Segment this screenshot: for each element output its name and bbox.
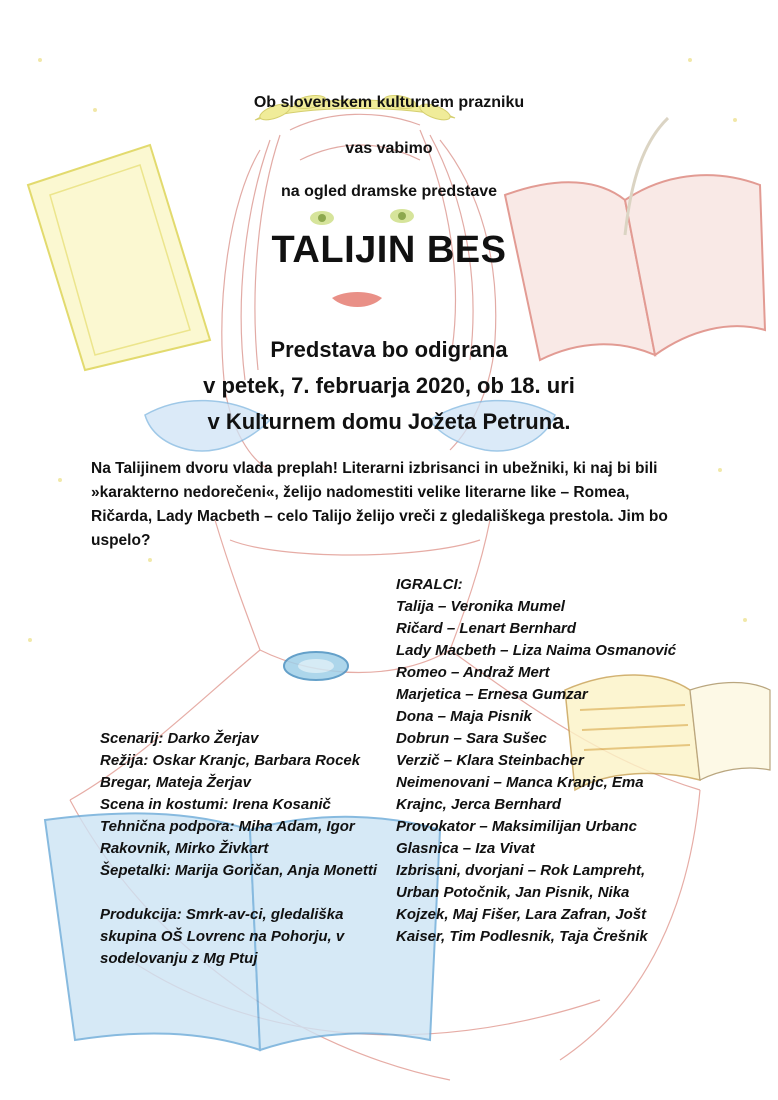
- crew-item: Šepetalki: Marija Goričan, Anja Monetti: [100, 862, 378, 879]
- intro-line-2: vas vabimo: [345, 140, 433, 157]
- cast-item: Neimenovani – Manca Kranjc, Ema Krajnc, Jerca Bernhard: [396, 774, 644, 813]
- cast-item: Lady Macbeth – Liza Naima Osmanović: [396, 642, 677, 659]
- cast-item: Provokator – Maksimilijan Urbanc: [396, 818, 637, 835]
- crew-item: Scenarij: Darko Žerjav: [100, 730, 259, 747]
- cast-item: Dobrun – Sara Sušec: [396, 730, 547, 747]
- play-description: Na Talijinem dvoru vlada preplah! Literarni izbrisanci in ubežniki, ki naj bi bili »karakterno nedorečeni«, želijo nadomestiti velike literarne like – Romea, Ričarda, Lady Macbeth – celo Talijo želijo vreči z gledališkega prestola. Jim bo uspelo?: [91, 460, 668, 549]
- crew-item: Režija: Oskar Kranjc, Barbara Rocek Bregar, Mateja Žerjav: [100, 752, 361, 791]
- cast-item: Izbrisani, dvorjani – Rok Lampreht, Urban Potočnik, Jan Pisnik, Nika Kojzek, Maj Fišer, Lara Zafran, Jošt Kaiser, Tim Podlesnik, Taja Črešnik: [396, 862, 648, 945]
- performance-line-1: Predstava bo odigrana: [270, 337, 508, 362]
- cast-item: Glasnica – Iza Vivat: [396, 840, 535, 857]
- cast-item: Talija – Veronika Mumel: [396, 598, 565, 615]
- cast-item: Verzič – Klara Steinbacher: [396, 752, 584, 769]
- performance-line-2: v petek, 7. februarja 2020, ob 18. uri: [203, 373, 575, 398]
- crew-item: Tehnična podpora: Miha Adam, Igor Rakovnik, Mirko Živkart: [100, 818, 355, 857]
- cast-item: Ričard – Lenart Bernhard: [396, 620, 577, 637]
- cast-heading: IGRALCI:: [396, 576, 463, 593]
- cast-item: Marjetica – Ernesa Gumzar: [396, 686, 588, 703]
- cast-item: Romeo – Andraž Mert: [396, 664, 550, 681]
- performance-line-3: v Kulturnem domu Jožeta Petruna.: [207, 409, 571, 434]
- production-credit: Produkcija: Smrk-av-ci, gledališka skupina OŠ Lovrenc na Pohorju, v sodelovanju z Mg Ptuj: [100, 906, 345, 967]
- crew-credits: [100, 728, 385, 970]
- crew-item: Scena in kostumi: Irena Kosanič: [100, 796, 331, 813]
- belt-buckle-drawing: [284, 652, 348, 680]
- intro-line-1: Ob slovenskem kulturnem prazniku: [253, 94, 525, 111]
- cast-list: [396, 574, 681, 948]
- intro-line-3: na ogled dramske predstave: [280, 183, 498, 200]
- cast-item: Dona – Maja Pisnik: [396, 708, 532, 725]
- play-title: TALIJIN BES: [271, 229, 507, 271]
